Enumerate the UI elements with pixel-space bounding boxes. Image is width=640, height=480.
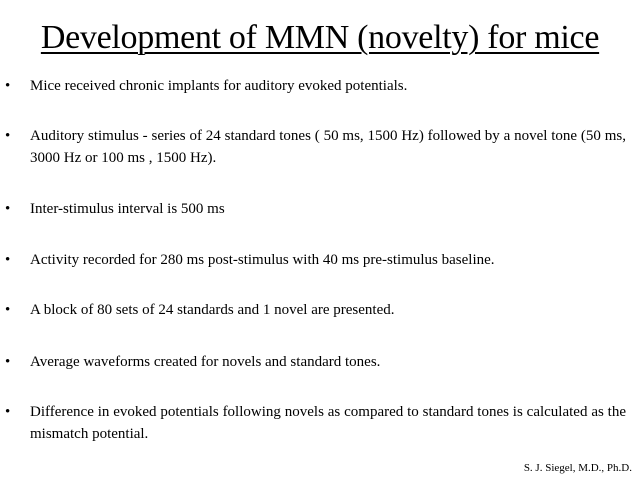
bullet-text: Average waveforms created for novels and standard tones. bbox=[30, 354, 381, 370]
slide-title: Development of MMN (novelty) for mice bbox=[40, 19, 600, 56]
bullet-text: Inter-stimulus interval is 500 ms bbox=[30, 201, 225, 217]
bullet-text: Activity recorded for 280 ms post-stimulus with 40 ms pre-stimulus baseline. bbox=[30, 252, 495, 268]
bullet-dot-icon: • bbox=[5, 252, 11, 268]
bullet-text: Mice received chronic implants for auditory evoked potentials. bbox=[30, 78, 408, 94]
bullet-dot-icon: • bbox=[5, 78, 11, 94]
bullet-dot-icon: • bbox=[5, 302, 11, 318]
bullet-text: A block of 80 sets of 24 standards and 1 novel are presented. bbox=[30, 302, 395, 318]
bullet-text: Auditory stimulus - series of 24 standard tones ( 50 ms, 1500 Hz) followed by a novel tone (50 ms, 3000 Hz or 100 ms , 1500 Hz). bbox=[30, 128, 626, 166]
bullet-dot-icon: • bbox=[5, 354, 11, 370]
author-signature: S. J. Siegel, M.D., Ph.D. bbox=[523, 462, 632, 474]
bullet-text: Difference in evoked potentials following novels as compared to standard tones is calculated as the mismatch potential. bbox=[30, 404, 626, 442]
bullet-dot-icon: • bbox=[5, 201, 11, 217]
bullet-dot-icon: • bbox=[5, 128, 11, 144]
bullet-dot-icon: • bbox=[5, 404, 11, 420]
